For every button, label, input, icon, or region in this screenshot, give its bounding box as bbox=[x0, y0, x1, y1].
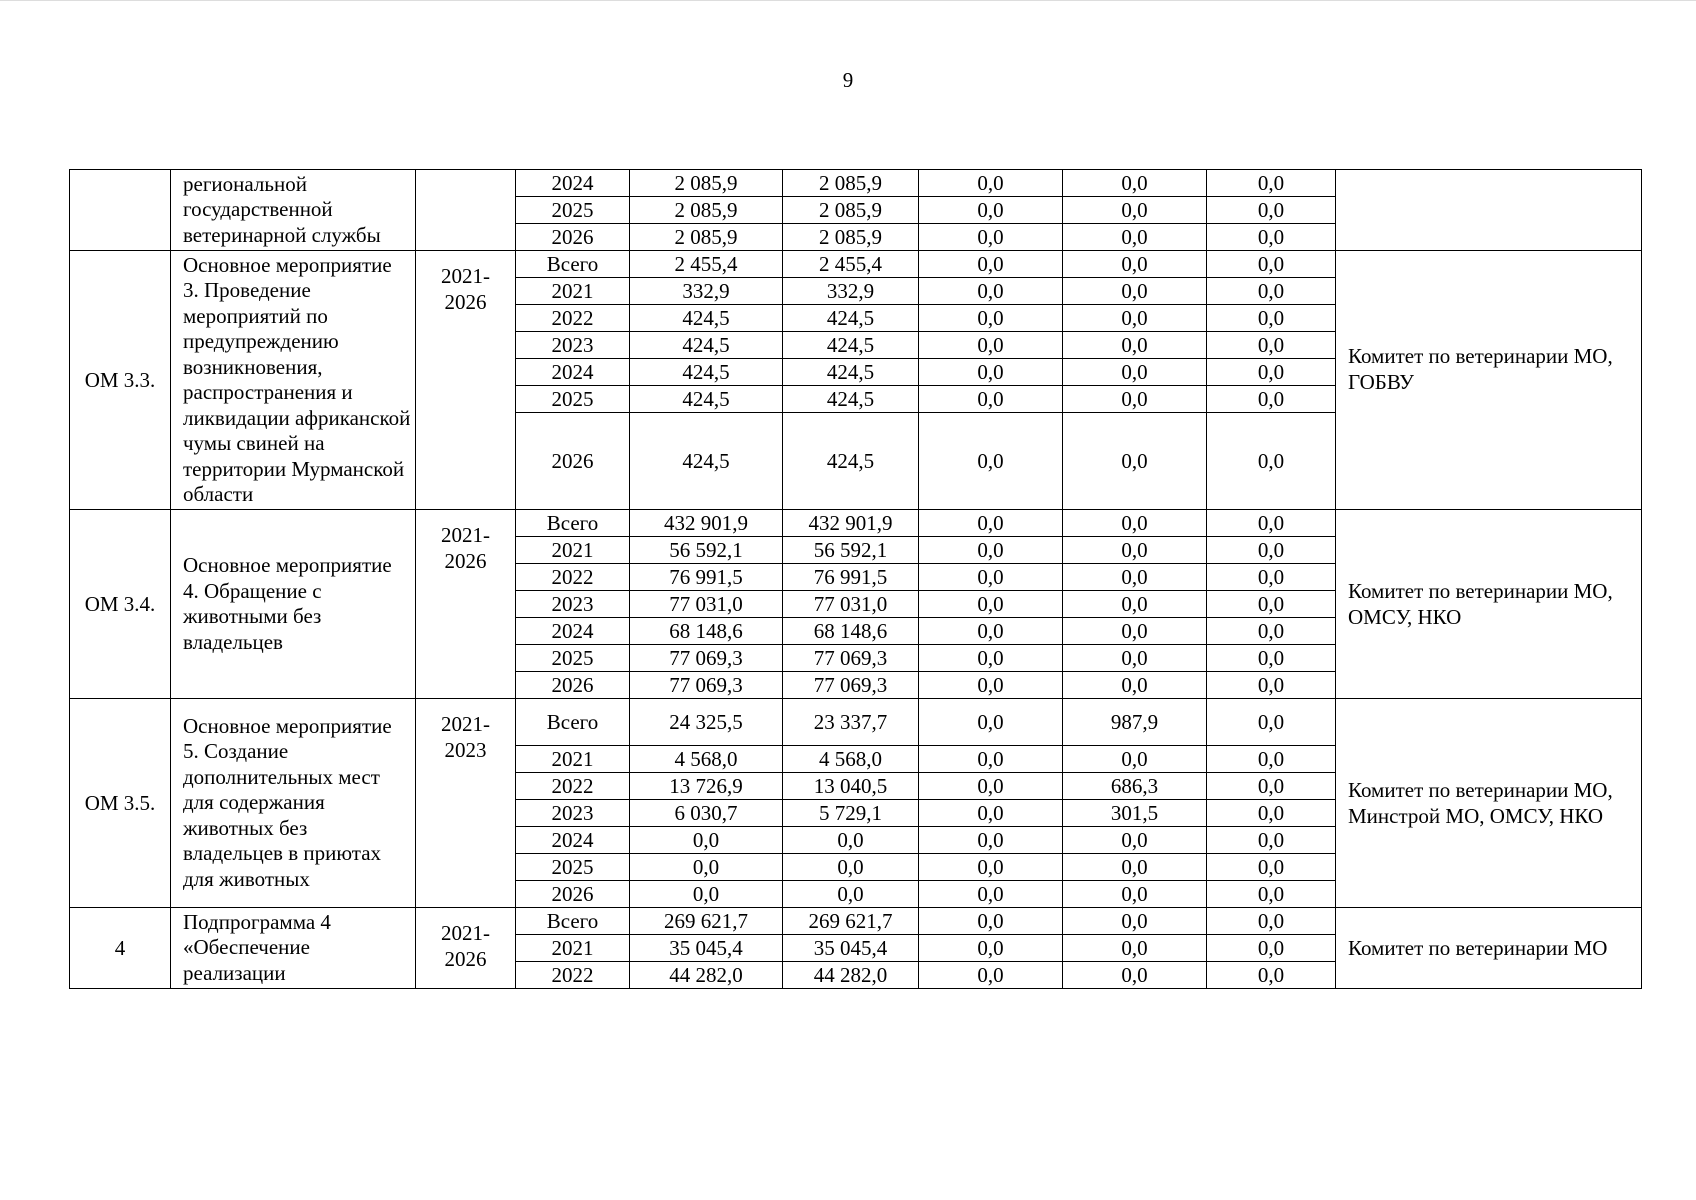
local-budget-cell: 0,0 bbox=[1063, 251, 1207, 278]
local-budget-cell: 0,0 bbox=[1063, 962, 1207, 989]
funding-table-wrapper bbox=[69, 169, 1641, 989]
other-sources-cell: 0,0 bbox=[1207, 746, 1336, 773]
table-row bbox=[70, 251, 1642, 278]
federal-budget-cell: 0,0 bbox=[919, 827, 1063, 854]
other-sources-cell: 0,0 bbox=[1207, 386, 1336, 413]
federal-budget-cell: 0,0 bbox=[919, 224, 1063, 251]
other-sources-cell: 0,0 bbox=[1207, 305, 1336, 332]
year-cell: 2025 bbox=[516, 197, 630, 224]
regional-budget-cell: 56 592,1 bbox=[783, 537, 919, 564]
other-sources-cell: 0,0 bbox=[1207, 224, 1336, 251]
executor bbox=[1336, 170, 1642, 251]
local-budget-cell: 0,0 bbox=[1063, 386, 1207, 413]
year-cell: 2021 bbox=[516, 746, 630, 773]
total-cell: 77 031,0 bbox=[630, 591, 783, 618]
executor: Комитет по ветеринарии МО bbox=[1336, 908, 1642, 989]
other-sources-cell: 0,0 bbox=[1207, 800, 1336, 827]
year-cell: 2025 bbox=[516, 386, 630, 413]
total-cell: 68 148,6 bbox=[630, 618, 783, 645]
other-sources-cell: 0,0 bbox=[1207, 854, 1336, 881]
year-cell: 2021 bbox=[516, 935, 630, 962]
total-cell: 269 621,7 bbox=[630, 908, 783, 935]
measure-name: Основное мероприятие 3. Проведение мероприятий по предупреждению возникновения, распространения и ликвидации африканской чумы свиней на территории Мурманской области bbox=[171, 251, 416, 510]
federal-budget-cell: 0,0 bbox=[919, 908, 1063, 935]
total-cell: 24 325,5 bbox=[630, 699, 783, 746]
measure-name: Основное мероприятие 4. Обращение с животными без владельцев bbox=[171, 510, 416, 699]
regional-budget-cell: 35 045,4 bbox=[783, 935, 919, 962]
regional-budget-cell: 77 069,3 bbox=[783, 645, 919, 672]
total-cell: 424,5 bbox=[630, 413, 783, 510]
year-cell: Всего bbox=[516, 251, 630, 278]
measure-name: Основное мероприятие 5. Создание дополнительных мест для содержания животных без владельцев в приютах для животных bbox=[171, 699, 416, 908]
local-budget-cell: 0,0 bbox=[1063, 332, 1207, 359]
table-row bbox=[70, 510, 1642, 537]
measure-name: Подпрограмма 4 «Обеспечение реализации bbox=[171, 908, 416, 989]
regional-budget-cell: 0,0 bbox=[783, 827, 919, 854]
funding-table bbox=[69, 169, 1642, 989]
year-cell: 2024 bbox=[516, 827, 630, 854]
total-cell: 424,5 bbox=[630, 386, 783, 413]
federal-budget-cell: 0,0 bbox=[919, 699, 1063, 746]
other-sources-cell: 0,0 bbox=[1207, 908, 1336, 935]
local-budget-cell: 0,0 bbox=[1063, 197, 1207, 224]
year-cell: 2025 bbox=[516, 645, 630, 672]
regional-budget-cell: 13 040,5 bbox=[783, 773, 919, 800]
total-cell: 0,0 bbox=[630, 854, 783, 881]
regional-budget-cell: 332,9 bbox=[783, 278, 919, 305]
executor: Комитет по ветеринарии МО, ГОБВУ bbox=[1336, 251, 1642, 510]
regional-budget-cell: 44 282,0 bbox=[783, 962, 919, 989]
federal-budget-cell: 0,0 bbox=[919, 618, 1063, 645]
measure-period: 2021- 2026 bbox=[416, 908, 516, 989]
regional-budget-cell: 2 455,4 bbox=[783, 251, 919, 278]
year-cell: 2026 bbox=[516, 413, 630, 510]
year-cell: 2023 bbox=[516, 591, 630, 618]
other-sources-cell: 0,0 bbox=[1207, 773, 1336, 800]
total-cell: 2 085,9 bbox=[630, 197, 783, 224]
total-cell: 424,5 bbox=[630, 305, 783, 332]
total-cell: 424,5 bbox=[630, 332, 783, 359]
federal-budget-cell: 0,0 bbox=[919, 854, 1063, 881]
total-cell: 424,5 bbox=[630, 359, 783, 386]
measure-period: 2021- 2026 bbox=[416, 510, 516, 699]
federal-budget-cell: 0,0 bbox=[919, 672, 1063, 699]
measure-code: 4 bbox=[70, 908, 171, 989]
year-cell: 2026 bbox=[516, 881, 630, 908]
federal-budget-cell: 0,0 bbox=[919, 881, 1063, 908]
local-budget-cell: 301,5 bbox=[1063, 800, 1207, 827]
local-budget-cell: 0,0 bbox=[1063, 510, 1207, 537]
federal-budget-cell: 0,0 bbox=[919, 197, 1063, 224]
executor: Комитет по ветеринарии МО, ОМСУ, НКО bbox=[1336, 510, 1642, 699]
other-sources-cell: 0,0 bbox=[1207, 827, 1336, 854]
federal-budget-cell: 0,0 bbox=[919, 800, 1063, 827]
table-row bbox=[70, 699, 1642, 746]
federal-budget-cell: 0,0 bbox=[919, 564, 1063, 591]
regional-budget-cell: 424,5 bbox=[783, 332, 919, 359]
local-budget-cell: 0,0 bbox=[1063, 672, 1207, 699]
other-sources-cell: 0,0 bbox=[1207, 618, 1336, 645]
regional-budget-cell: 0,0 bbox=[783, 881, 919, 908]
local-budget-cell: 0,0 bbox=[1063, 591, 1207, 618]
measure-name: региональной государственной ветеринарной службы bbox=[171, 170, 416, 251]
year-cell: 2022 bbox=[516, 773, 630, 800]
measure-period: 2021- 2023 bbox=[416, 699, 516, 908]
total-cell: 56 592,1 bbox=[630, 537, 783, 564]
federal-budget-cell: 0,0 bbox=[919, 170, 1063, 197]
local-budget-cell: 0,0 bbox=[1063, 827, 1207, 854]
regional-budget-cell: 76 991,5 bbox=[783, 564, 919, 591]
regional-budget-cell: 269 621,7 bbox=[783, 908, 919, 935]
local-budget-cell: 0,0 bbox=[1063, 305, 1207, 332]
federal-budget-cell: 0,0 bbox=[919, 278, 1063, 305]
total-cell: 77 069,3 bbox=[630, 672, 783, 699]
regional-budget-cell: 432 901,9 bbox=[783, 510, 919, 537]
page-number: 9 bbox=[842, 68, 854, 92]
total-cell: 44 282,0 bbox=[630, 962, 783, 989]
total-cell: 0,0 bbox=[630, 827, 783, 854]
federal-budget-cell: 0,0 bbox=[919, 359, 1063, 386]
federal-budget-cell: 0,0 bbox=[919, 305, 1063, 332]
federal-budget-cell: 0,0 bbox=[919, 510, 1063, 537]
total-cell: 2 085,9 bbox=[630, 170, 783, 197]
year-cell: 2022 bbox=[516, 564, 630, 591]
federal-budget-cell: 0,0 bbox=[919, 251, 1063, 278]
total-cell: 4 568,0 bbox=[630, 746, 783, 773]
total-cell: 0,0 bbox=[630, 881, 783, 908]
other-sources-cell: 0,0 bbox=[1207, 510, 1336, 537]
total-cell: 432 901,9 bbox=[630, 510, 783, 537]
table-row bbox=[70, 170, 1642, 197]
total-cell: 2 455,4 bbox=[630, 251, 783, 278]
federal-budget-cell: 0,0 bbox=[919, 962, 1063, 989]
other-sources-cell: 0,0 bbox=[1207, 251, 1336, 278]
regional-budget-cell: 77 031,0 bbox=[783, 591, 919, 618]
local-budget-cell: 987,9 bbox=[1063, 699, 1207, 746]
other-sources-cell: 0,0 bbox=[1207, 672, 1336, 699]
regional-budget-cell: 5 729,1 bbox=[783, 800, 919, 827]
year-cell: 2026 bbox=[516, 224, 630, 251]
regional-budget-cell: 2 085,9 bbox=[783, 170, 919, 197]
local-budget-cell: 0,0 bbox=[1063, 359, 1207, 386]
total-cell: 6 030,7 bbox=[630, 800, 783, 827]
total-cell: 35 045,4 bbox=[630, 935, 783, 962]
other-sources-cell: 0,0 bbox=[1207, 359, 1336, 386]
local-budget-cell: 0,0 bbox=[1063, 564, 1207, 591]
other-sources-cell: 0,0 bbox=[1207, 935, 1336, 962]
year-cell: 2021 bbox=[516, 537, 630, 564]
total-cell: 2 085,9 bbox=[630, 224, 783, 251]
federal-budget-cell: 0,0 bbox=[919, 645, 1063, 672]
year-cell: Всего bbox=[516, 699, 630, 746]
regional-budget-cell: 77 069,3 bbox=[783, 672, 919, 699]
federal-budget-cell: 0,0 bbox=[919, 413, 1063, 510]
local-budget-cell: 0,0 bbox=[1063, 170, 1207, 197]
local-budget-cell: 0,0 bbox=[1063, 908, 1207, 935]
other-sources-cell: 0,0 bbox=[1207, 881, 1336, 908]
regional-budget-cell: 68 148,6 bbox=[783, 618, 919, 645]
regional-budget-cell: 0,0 bbox=[783, 854, 919, 881]
local-budget-cell: 0,0 bbox=[1063, 645, 1207, 672]
total-cell: 13 726,9 bbox=[630, 773, 783, 800]
measure-code: ОМ 3.4. bbox=[70, 510, 171, 699]
year-cell: 2023 bbox=[516, 800, 630, 827]
federal-budget-cell: 0,0 bbox=[919, 773, 1063, 800]
year-cell: 2022 bbox=[516, 962, 630, 989]
year-cell: 2022 bbox=[516, 305, 630, 332]
regional-budget-cell: 4 568,0 bbox=[783, 746, 919, 773]
federal-budget-cell: 0,0 bbox=[919, 935, 1063, 962]
table-row bbox=[70, 908, 1642, 935]
federal-budget-cell: 0,0 bbox=[919, 537, 1063, 564]
regional-budget-cell: 23 337,7 bbox=[783, 699, 919, 746]
regional-budget-cell: 424,5 bbox=[783, 413, 919, 510]
measure-period bbox=[416, 170, 516, 251]
total-cell: 77 069,3 bbox=[630, 645, 783, 672]
year-cell: 2026 bbox=[516, 672, 630, 699]
other-sources-cell: 0,0 bbox=[1207, 537, 1336, 564]
local-budget-cell: 0,0 bbox=[1063, 935, 1207, 962]
measure-code: ОМ 3.3. bbox=[70, 251, 171, 510]
total-cell: 332,9 bbox=[630, 278, 783, 305]
executor: Комитет по ветеринарии МО, Минстрой МО, ОМСУ, НКО bbox=[1336, 699, 1642, 908]
federal-budget-cell: 0,0 bbox=[919, 746, 1063, 773]
year-cell: 2024 bbox=[516, 359, 630, 386]
total-cell: 76 991,5 bbox=[630, 564, 783, 591]
year-cell: 2023 bbox=[516, 332, 630, 359]
federal-budget-cell: 0,0 bbox=[919, 386, 1063, 413]
local-budget-cell: 0,0 bbox=[1063, 278, 1207, 305]
regional-budget-cell: 424,5 bbox=[783, 386, 919, 413]
year-cell: Всего bbox=[516, 908, 630, 935]
other-sources-cell: 0,0 bbox=[1207, 170, 1336, 197]
local-budget-cell: 0,0 bbox=[1063, 618, 1207, 645]
other-sources-cell: 0,0 bbox=[1207, 564, 1336, 591]
measure-code bbox=[70, 170, 171, 251]
regional-budget-cell: 424,5 bbox=[783, 305, 919, 332]
local-budget-cell: 0,0 bbox=[1063, 854, 1207, 881]
local-budget-cell: 0,0 bbox=[1063, 746, 1207, 773]
year-cell: Всего bbox=[516, 510, 630, 537]
year-cell: 2024 bbox=[516, 170, 630, 197]
other-sources-cell: 0,0 bbox=[1207, 699, 1336, 746]
other-sources-cell: 0,0 bbox=[1207, 278, 1336, 305]
local-budget-cell: 0,0 bbox=[1063, 224, 1207, 251]
other-sources-cell: 0,0 bbox=[1207, 332, 1336, 359]
regional-budget-cell: 424,5 bbox=[783, 359, 919, 386]
scan-edge bbox=[0, 0, 1696, 1]
federal-budget-cell: 0,0 bbox=[919, 332, 1063, 359]
local-budget-cell: 0,0 bbox=[1063, 881, 1207, 908]
federal-budget-cell: 0,0 bbox=[919, 591, 1063, 618]
other-sources-cell: 0,0 bbox=[1207, 197, 1336, 224]
measure-code: ОМ 3.5. bbox=[70, 699, 171, 908]
other-sources-cell: 0,0 bbox=[1207, 962, 1336, 989]
measure-period: 2021- 2026 bbox=[416, 251, 516, 510]
local-budget-cell: 0,0 bbox=[1063, 413, 1207, 510]
year-cell: 2024 bbox=[516, 618, 630, 645]
year-cell: 2021 bbox=[516, 278, 630, 305]
year-cell: 2025 bbox=[516, 854, 630, 881]
other-sources-cell: 0,0 bbox=[1207, 645, 1336, 672]
regional-budget-cell: 2 085,9 bbox=[783, 224, 919, 251]
local-budget-cell: 686,3 bbox=[1063, 773, 1207, 800]
local-budget-cell: 0,0 bbox=[1063, 537, 1207, 564]
other-sources-cell: 0,0 bbox=[1207, 413, 1336, 510]
regional-budget-cell: 2 085,9 bbox=[783, 197, 919, 224]
other-sources-cell: 0,0 bbox=[1207, 591, 1336, 618]
